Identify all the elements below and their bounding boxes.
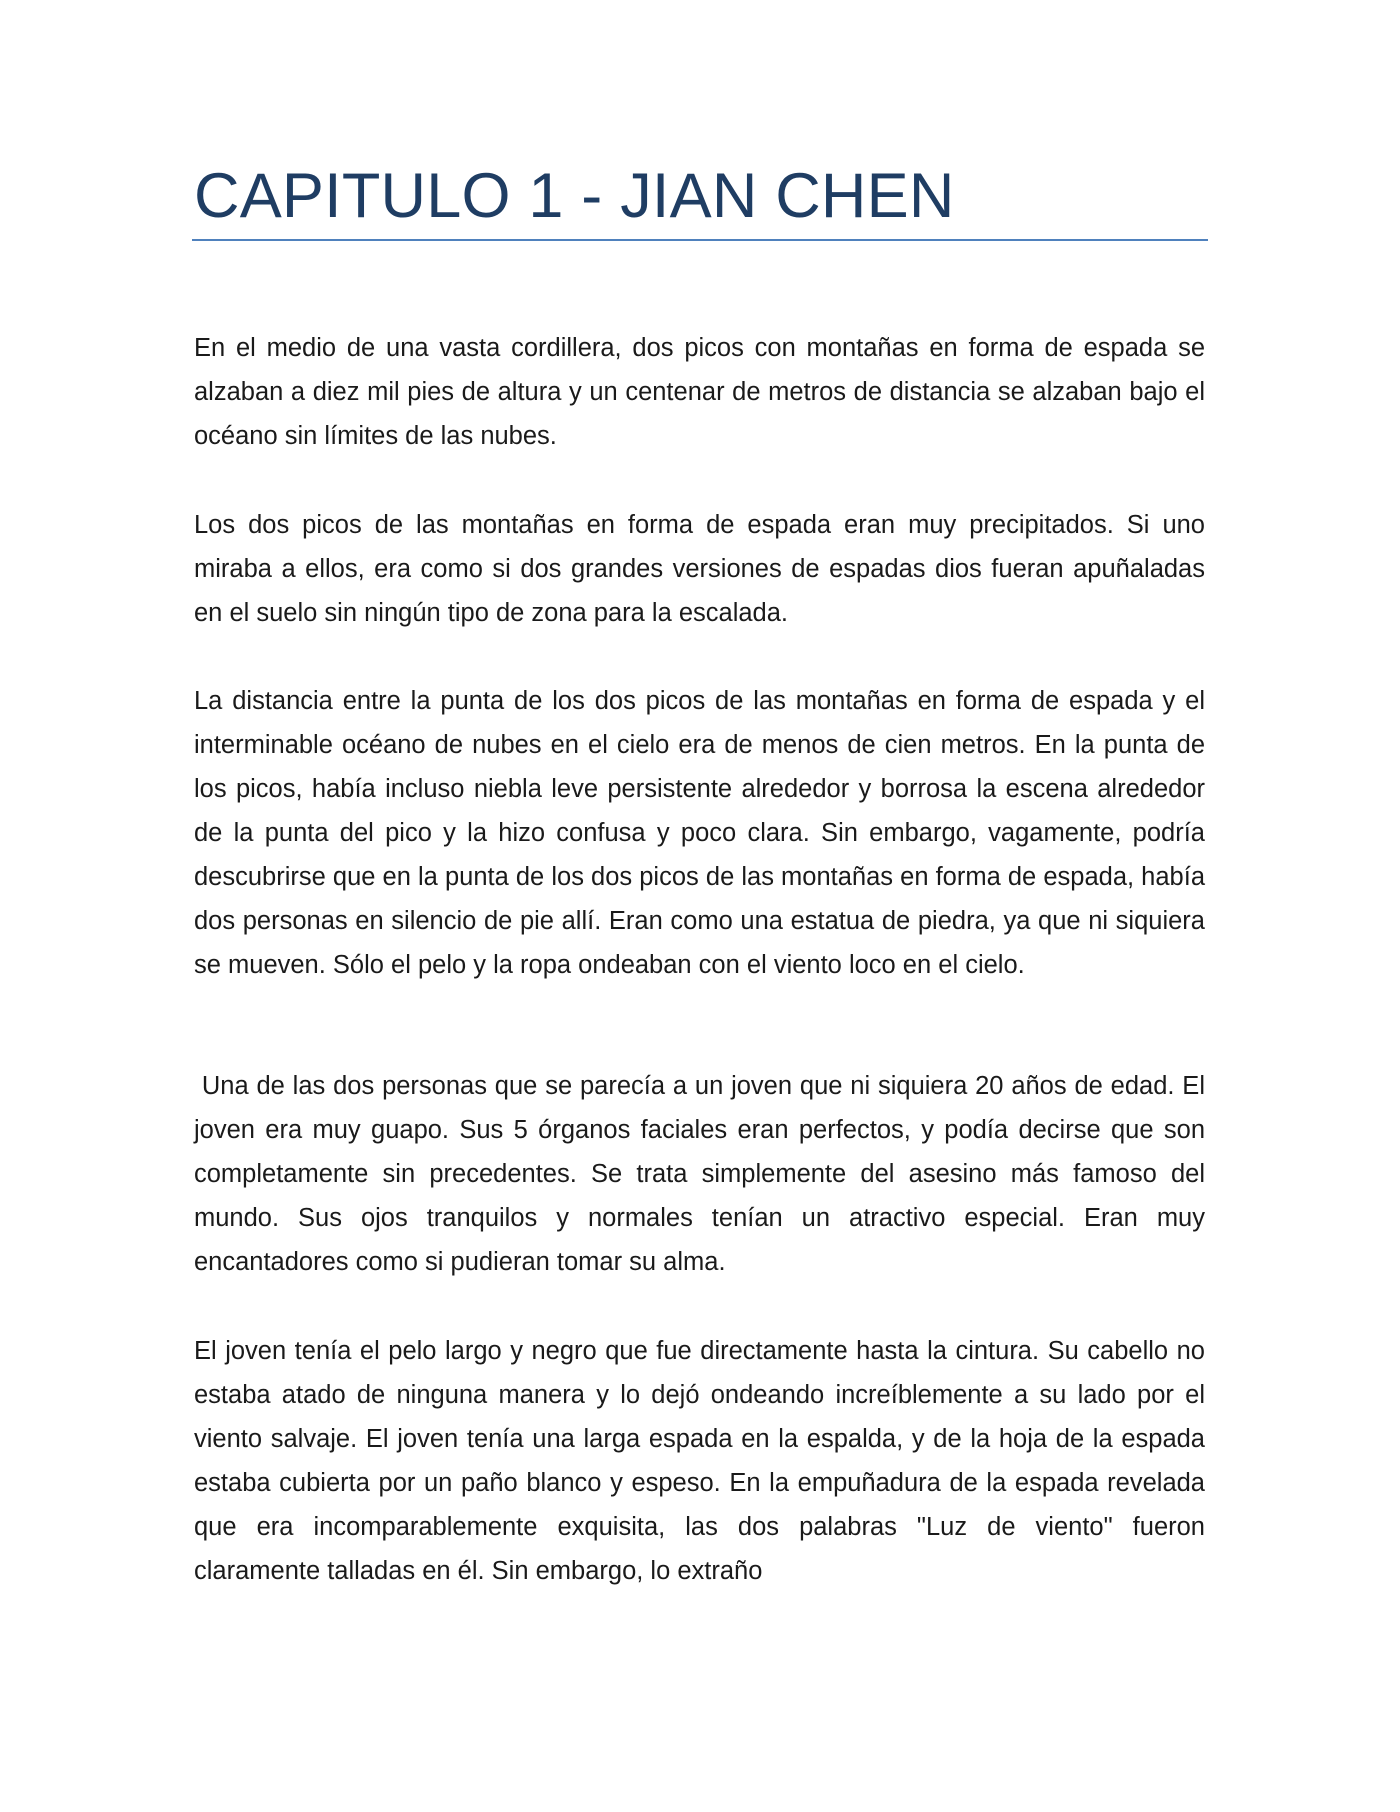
body-paragraph-1: En el medio de una vasta cordillera, dos picos con montañas en forma de espada se alzaban a diez mil pies de altura y un centenar de metros de distancia se alzaban bajo el océano sin límites de las nubes. xyxy=(194,334,1205,450)
body-paragraph-2: Los dos picos de las montañas en forma de espada eran muy precipitados. Si uno miraba a ellos, era como si dos grandes versiones de espadas dios fueran apuñaladas en el suelo sin ningún tipo de zona para la escalada. xyxy=(194,511,1205,627)
body-paragraph-5: El joven tenía el pelo largo y negro que fue directamente hasta la cintura. Su cabello no estaba atado de ninguna manera y lo dejó ondeando increíblemente a su lado por el viento salvaje. El joven tenía una larga espada en la espalda, y de la hoja de la espada estaba cubierta por un paño blanco y espeso. En la empuñadura de la espada revelada que era incomparablemente exquisita, las dos palabras "Luz de viento" fueron claramente talladas en él. Sin embargo, lo extraño xyxy=(194,1337,1205,1585)
title-underline xyxy=(192,239,1208,241)
body-paragraph-4: Una de las dos personas que se parecía a un joven que ni siquiera 20 años de edad. El joven era muy guapo. Sus 5 órganos faciales eran perfectos, y podía decirse que son completamente sin precedentes. Se trata simplemente del asesino más famoso del mundo. Sus ojos tranquilos y normales tenían un atractivo especial. Eran muy encantadores como si pudieran tomar su alma. xyxy=(194,1072,1213,1276)
chapter-title: CAPITULO 1 - JIAN CHEN xyxy=(194,161,955,231)
body-paragraph-3: La distancia entre la punta de los dos picos de las montañas en forma de espada y el interminable océano de nubes en el cielo era de menos de cien metros. En la punta de los picos, había incluso niebla leve persistente alrededor y borrosa la escena alrededor de la punta del pico y la hizo confusa y poco clara. Sin embargo, vagamente, podría descubrirse que en la punta de los dos picos de las montañas en forma de espada, había dos personas en silencio de pie allí. Eran como una estatua de piedra, ya que ni siquiera se mueven. Sólo el pelo y la ropa ondeaban con el viento loco en el cielo. xyxy=(194,687,1205,979)
